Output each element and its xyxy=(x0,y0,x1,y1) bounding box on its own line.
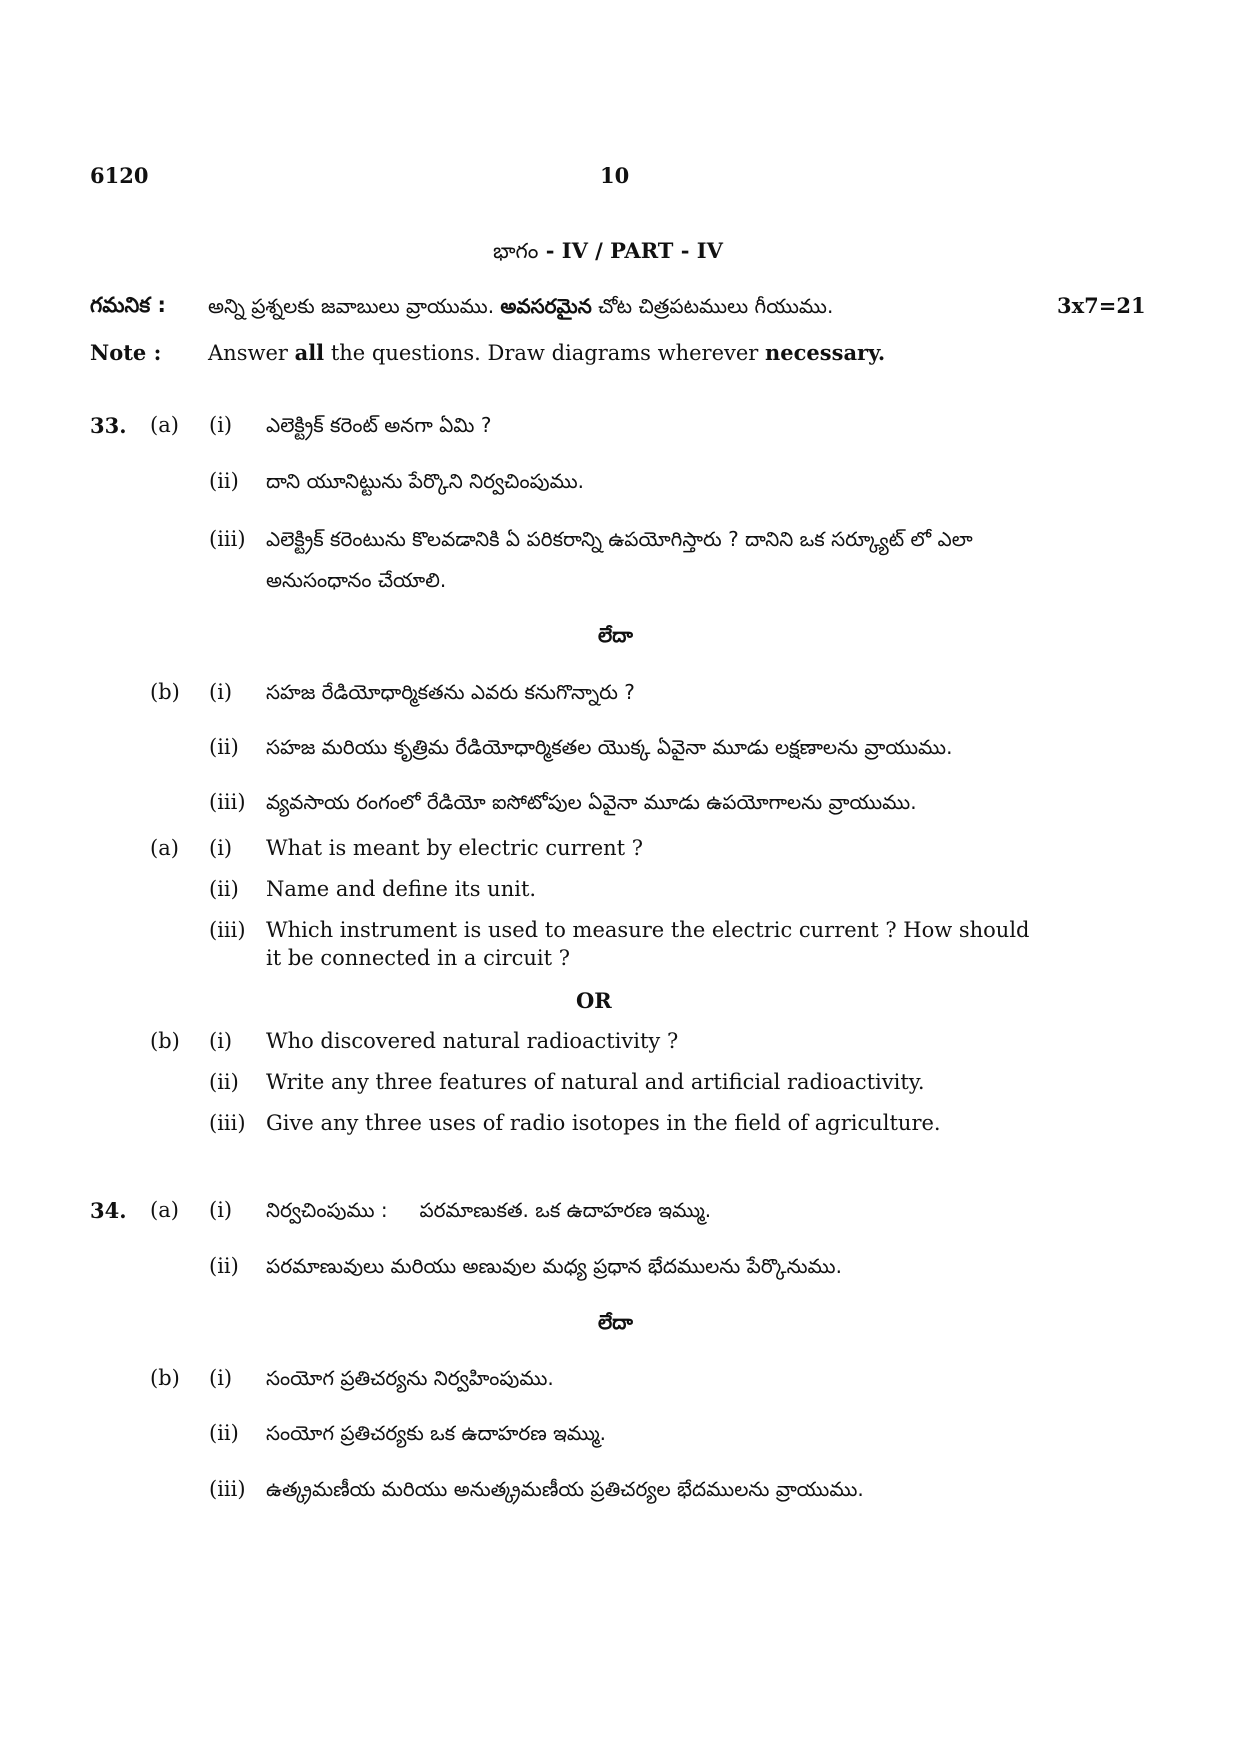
page-number: 10 xyxy=(600,163,630,188)
q34-a-label: (a) xyxy=(150,1198,179,1222)
q34-or-te: లేదా xyxy=(598,1310,633,1334)
part-heading-rest: - IV / PART - IV xyxy=(538,238,723,263)
q34-b-te-i-text: సంయోగ ప్రతిచర్యను నిర్వహింపుము. xyxy=(266,1366,554,1390)
q33-b-te-i-text: సహజ రేడియోధార్మికతను ఎవరు కనుగొన్నారు ? xyxy=(266,680,635,704)
q33-a-te-iii-text-cont: అనుసంధానం చేయాలి. xyxy=(266,568,447,592)
marks: 3x7=21 xyxy=(1057,293,1146,318)
q33-a-te-iii-text: ఎలెక్ట్రిక్ కరెంటును కొలవడానికి ఏ పరికరాన్ని ఉపయోగిస్తారు ? దానిని ఒక సర్క్యూట్ లో ఎలా xyxy=(266,527,973,551)
q33-b-en-i-text: Who discovered natural radioactivity ? xyxy=(266,1029,679,1053)
note-en-bold-all: all xyxy=(294,340,325,365)
q33-a-en-iii-label: (iii) xyxy=(209,918,246,942)
q34-a-te-ii-text: పరమాణువులు మరియు అణువుల మధ్య ప్రధాన భేదములను పేర్కొనుము. xyxy=(266,1254,842,1278)
part-heading xyxy=(493,238,723,269)
q33-a-en-ii-label: (ii) xyxy=(209,877,239,901)
q33-b-label-en: (b) xyxy=(150,1029,180,1053)
q33-a-en-i-label: (i) xyxy=(209,836,233,860)
q33-or-en: OR xyxy=(576,988,612,1013)
q34-b-te-ii-text: సంయోగ ప్రతిచర్యకు ఒక ఉదాహరణ ఇమ్ము. xyxy=(266,1421,607,1445)
q34-a-te-i-label: (i) xyxy=(209,1198,233,1222)
q33-a-en-ii-text: Name and define its unit. xyxy=(266,877,537,901)
q33-b-te-ii-label: (ii) xyxy=(209,735,239,759)
question-number-34: 34. xyxy=(90,1198,127,1223)
q33-a-en-i-text: What is meant by electric current ? xyxy=(266,836,644,860)
note-text-te xyxy=(208,294,833,323)
note-text-en xyxy=(208,340,885,365)
q33-a-label-en: (a) xyxy=(150,836,179,860)
note-te-part2: చోట చిత్రపటములు గీయుము. xyxy=(591,294,834,318)
q33-a-en-iii-text-cont: it be connected in a circuit ? xyxy=(266,946,571,970)
q34-b-te-iii-text: ఉత్క్రమణీయ మరియు అనుత్క్రమణీయ ప్రతిచర్యల భేదములను వ్రాయుము. xyxy=(266,1477,864,1501)
q33-b-label-te: (b) xyxy=(150,680,180,704)
q33-b-te-i-label: (i) xyxy=(209,680,233,704)
q34-a-te-i-text: నిర్వచింపుము : పరమాణుకత. ఒక ఉదాహరణ ఇమ్ము. xyxy=(266,1198,712,1222)
part-heading-telugu: భాగం xyxy=(493,239,539,263)
note-en-part2: the questions. Draw diagrams wherever xyxy=(324,341,766,365)
note-label-te: గమనిక : xyxy=(90,293,166,317)
note-en-bold-necessary: necessary. xyxy=(765,340,886,365)
q33-a-te-iii-label: (iii) xyxy=(209,527,246,551)
q34-b-te-iii-label: (iii) xyxy=(209,1477,246,1501)
q33-or-te: లేదా xyxy=(598,623,633,647)
paper-code: 6120 xyxy=(90,163,149,188)
q33-b-te-ii-text: సహజ మరియు కృత్రిమ రేడియోధార్మికతల యొక్క ఏవైనా మూడు లక్షణాలను వ్రాయుము. xyxy=(266,735,953,759)
q33-b-en-i-label: (i) xyxy=(209,1029,233,1053)
q34-b-te-ii-label: (ii) xyxy=(209,1421,239,1445)
q33-b-en-ii-text: Write any three features of natural and artificial radioactivity. xyxy=(266,1070,925,1094)
q34-a-te-ii-label: (ii) xyxy=(209,1254,239,1278)
q33-a-te-ii-text: దాని యూనిట్టును పేర్కొని నిర్వచింపుము. xyxy=(266,469,585,493)
q34-b-te-i-label: (i) xyxy=(209,1366,233,1390)
note-label-en: Note : xyxy=(90,340,162,365)
q33-b-te-iii-label: (iii) xyxy=(209,790,246,814)
q33-b-en-ii-label: (ii) xyxy=(209,1070,239,1094)
q33-a-label-te: (a) xyxy=(150,413,179,437)
q33-b-en-iii-text: Give any three uses of radio isotopes in the field of agriculture. xyxy=(266,1111,941,1135)
question-number-33: 33. xyxy=(90,413,127,438)
q33-b-te-iii-text: వ్యవసాయ రంగంలో రేడియో ఐసోటోపుల ఏవైనా మూడు ఉపయోగాలను వ్రాయుము. xyxy=(266,790,917,814)
q33-a-te-i-text: ఎలెక్ట్రిక్ కరెంట్ అనగా ఏమి ? xyxy=(266,413,492,437)
note-en-part1: Answer xyxy=(208,341,295,365)
q33-a-en-iii-text: Which instrument is used to measure the electric current ? How should xyxy=(266,918,1030,942)
note-te-part1: అన్ని ప్రశ్నలకు జవాబులు వ్రాయుము. xyxy=(208,294,501,318)
q33-a-te-ii-label: (ii) xyxy=(209,469,239,493)
q33-a-te-i-label: (i) xyxy=(209,413,233,437)
note-te-bold: అవసరమైన xyxy=(500,294,592,318)
q34-b-label: (b) xyxy=(150,1366,180,1390)
q33-b-en-iii-label: (iii) xyxy=(209,1111,246,1135)
